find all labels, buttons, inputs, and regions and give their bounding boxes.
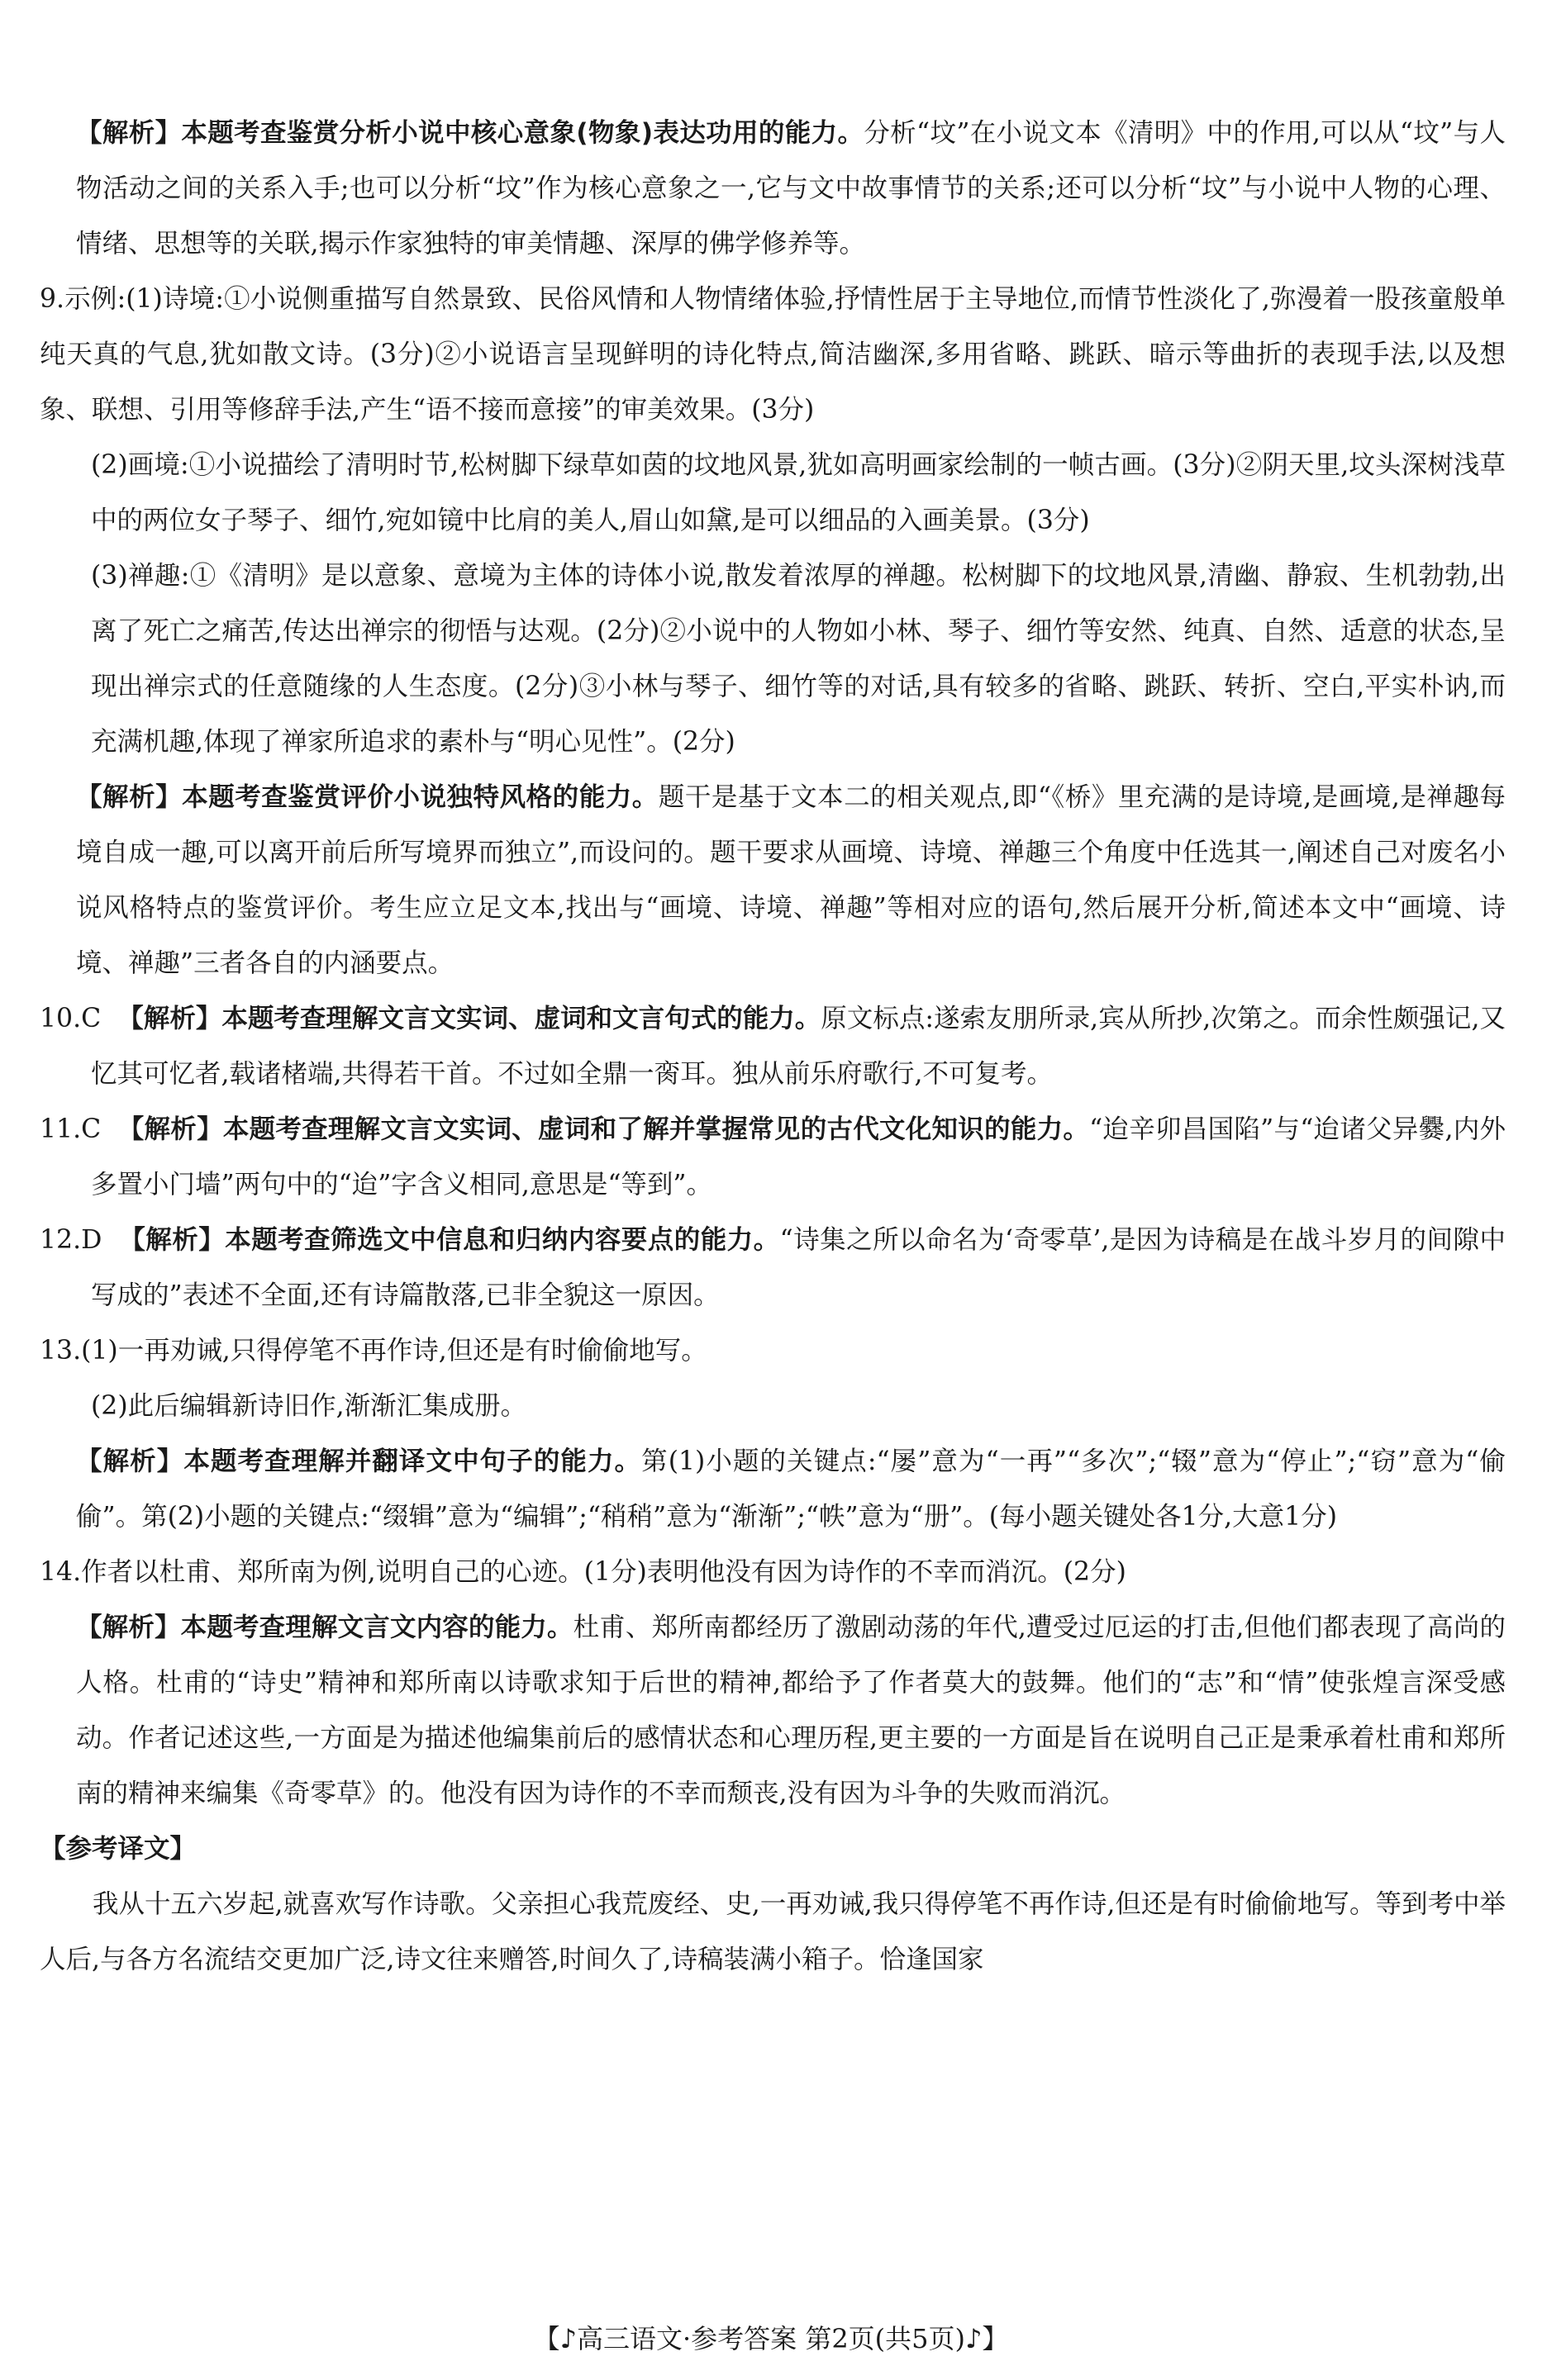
answer-page (40, 106, 1506, 1988)
reference-translation-text: 我从十五六岁起,就喜欢写作诗歌。父亲担心我荒废经、史,一再劝诫,我只得停笔不再作诗,但还是有时偷偷地写。等到考中举人后,与各方名流结交更加广泛,诗文往来赠答,时间久了,诗稿装满小箱子。恰逢国家 (40, 1889, 1506, 1974)
answer-q9-zen: (3)禅趣:①《清明》是以意象、意境为主体的诗体小说,散发着浓厚的禅趣。松树脚下的坟地风景,清幽、静寂、生机勃勃,出离了死亡之痛苦,传达出禅宗的彻悟与达观。(2分)②小说中的人物如小林、琴子、细竹等安然、纯真、自然、适意的状态,呈现出禅宗式的任意随缘的人生态度。(2分)③小林与琴子、细竹等的对话,具有较多的省略、跳跃、转折、空白,平实朴讷,而充满机趣,体现了禅家所追求的素朴与“明心见性”。(2分) (91, 561, 1506, 757)
answer-q9-poetic: 9.示例:(1)诗境:①小说侧重描写自然景致、民俗风情和人物情绪体验,抒情性居于主导地位,而情节性淡化了,弥漫着一股孩童般单纯天真的气息,犹如散文诗。(3分)②小说语言呈现鲜明的诗化特点,简洁幽深,多用省略、跳跃、暗示等曲折的表现手法,以及想象、联想、引用等修辞手法,产生“语不接而意接”的审美效果。(3分) (40, 284, 1506, 425)
analysis-tag: 【解析】 (76, 118, 182, 148)
question-number: 11.C (40, 1114, 102, 1144)
analysis-body: 第(1)小题的关键点:“屡”意为“一再”“多次”;“辍”意为“停止”;“窃”意为“偷偷”。第(2)小题的关键点:“缀辑”意为“编辑”;“稍稍”意为“渐渐”;“帙”意为“册”。(每小题关键处各1分,大意1分) (76, 1447, 1506, 1532)
analysis-q8 (40, 106, 1506, 272)
analysis-tag: 【解析】 (119, 1225, 226, 1255)
analysis-lead: 本题考查理解文言文实词、虚词和了解并掌握常见的古代文化知识的能力。 (222, 1114, 1090, 1144)
answer-q12 (40, 1213, 1506, 1323)
analysis-body: 杜甫、郑所南都经历了激剧动荡的年代,遭受过厄运的打击,但他们都表现了高尚的人格。杜甫的“诗史”精神和郑所南以诗歌求知于后世的精神,都给予了作者莫大的鼓舞。他们的“志”和“情”使张煌言深受感动。作者记述这些,一方面是为描述他编集前后的感情状态和心理历程,更主要的一方面是旨在说明自己正是秉承着杜甫和郑所南的精神来编集《奇零草》的。他没有因为诗作的不幸而颓丧,没有因为斗争的失败而消沉。 (76, 1613, 1506, 1808)
question-number: 10.C (40, 1004, 102, 1033)
analysis-lead: 本题考查理解文言文内容的能力。 (180, 1613, 573, 1642)
analysis-lead: 本题考查鉴赏评价小说独特风格的能力。 (182, 782, 659, 812)
answer-q14: 14.作者以杜甫、郑所南为例,说明自己的心迹。(1分)表明他没有因为诗作的不幸而消沉。(2分) (40, 1557, 1126, 1587)
analysis-tag: 【解析】 (117, 1114, 223, 1144)
analysis-lead: 本题考查筛选文中信息和归纳内容要点的能力。 (225, 1225, 780, 1255)
answer-q9-painting: (2)画境:①小说描绘了清明时节,松树脚下绿草如茵的坟地风景,犹如高明画家绘制的一帧古画。(3分)②阴天里,坟头深树浅草中的两位女子琴子、细竹,宛如镜中比肩的美人,眉山如黛,是可以细品的入画美景。(3分) (91, 450, 1506, 535)
analysis-tag: 【解析】 (76, 1613, 181, 1642)
question-number: 12.D (40, 1225, 102, 1255)
page-footer: 【♪高三语文·参考答案 第2页(共5页)♪】 (533, 2323, 1009, 2354)
analysis-tag: 【解析】 (76, 782, 183, 812)
analysis-body: 题干是基于文本二的相关观点,即“《桥》里充满的是诗境,是画境,是禅趣每境自成一趣,可以离开前后所写境界而独立”,而设问的。题干要求从画境、诗境、禅趣三个角度中任选其一,阐述自己对废名小说风格特点的鉴赏评价。考生应立足文本,找出与“画境、诗境、禅趣”等相对应的语句,然后展开分析,简述本文中“画境、诗境、禅趣”三者各自的内涵要点。 (76, 782, 1506, 978)
analysis-lead: 本题考查理解文言文实词、虚词和文言句式的能力。 (221, 1004, 821, 1033)
analysis-body: 分析“坟”在小说文本《清明》中的作用,可以从“坟”与人物活动之间的关系入手;也可以分析“坟”作为核心意象之一,它与文中故事情节的关系;还可以分析“坟”与小说中人物的心理、情绪、思想等的关联,揭示作家独特的审美情趣、深厚的佛学修养等。 (76, 118, 1506, 259)
analysis-body: “诗集之所以命名为‘奇零草’,是因为诗稿是在战斗岁月的间隙中写成的”表述不全面,还有诗篇散落,已非全貌这一原因。 (91, 1225, 1506, 1310)
answer-q10 (40, 991, 1506, 1102)
analysis-lead: 本题考查鉴赏分析小说中核心意象(物象)表达功用的能力。 (181, 118, 864, 148)
analysis-tag: 【解析】 (76, 1447, 184, 1476)
analysis-lead: 本题考查理解并翻译文中句子的能力。 (183, 1447, 642, 1476)
reference-translation-title: 【参考译文】 (40, 1834, 197, 1864)
analysis-q9 (40, 770, 1506, 991)
answer-q13-1: 13.(1)一再劝诫,只得停笔不再作诗,但还是有时偷偷地写。 (40, 1336, 707, 1366)
analysis-q13 (40, 1434, 1506, 1545)
analysis-body: “迨辛卯昌国陷”与“迨诸父异爨,内外多置小门墙”两句中的“迨”字含义相同,意思是“等到”。 (91, 1114, 1506, 1200)
answer-q11 (40, 1102, 1506, 1213)
answer-q13-2: (2)此后编辑新诗旧作,渐渐汇集成册。 (91, 1391, 527, 1421)
analysis-tag: 【解析】 (117, 1004, 222, 1033)
analysis-q14 (40, 1600, 1506, 1822)
analysis-body: 原文标点:遂索友朋所录,宾从所抄,次第之。而余性颇强记,又忆其可忆者,载诸楮端,共得若干首。不过如全鼎一脔耳。独从前乐府歌行,不可复考。 (91, 1004, 1506, 1089)
